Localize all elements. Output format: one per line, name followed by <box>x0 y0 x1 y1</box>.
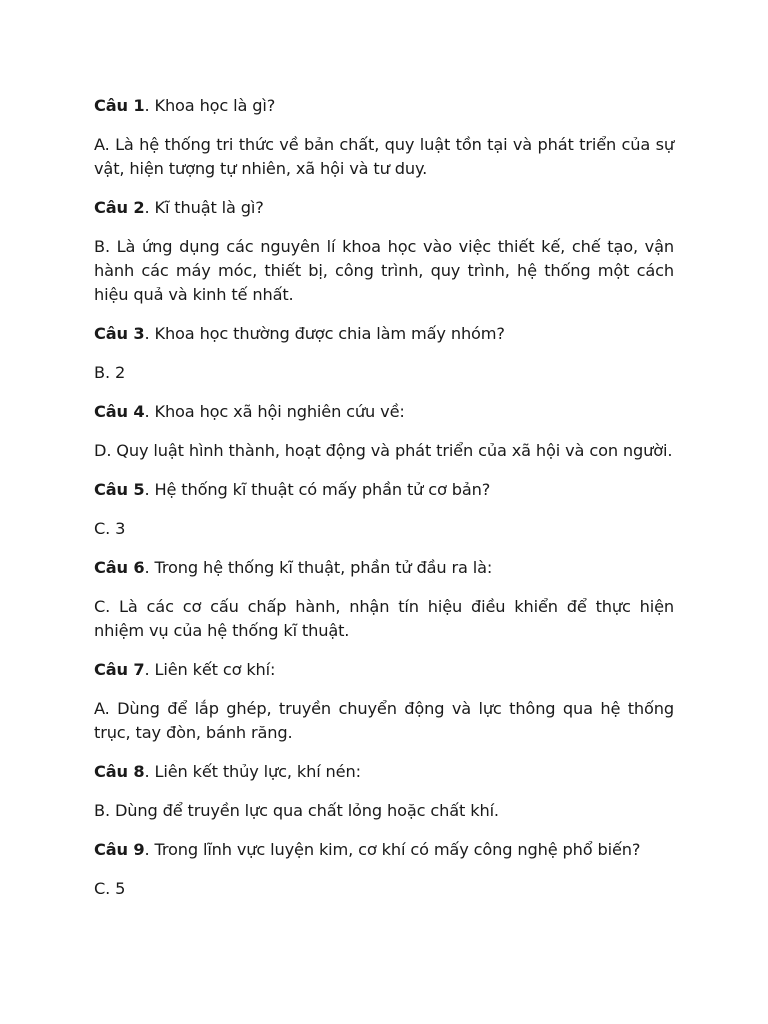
question-label: Câu 7 <box>94 660 145 679</box>
question-block-6 <box>94 556 674 643</box>
question-text: . Khoa học xã hội nghiên cứu về: <box>144 402 405 421</box>
question-block-8 <box>94 760 674 823</box>
answer-5: C. 3 <box>94 519 126 538</box>
question-block-7 <box>94 658 674 745</box>
question-block-1 <box>94 94 674 181</box>
question-text: . Hệ thống kĩ thuật có mấy phần tử cơ bản? <box>144 480 491 499</box>
question-block-3 <box>94 322 674 385</box>
answer-1: A. Là hệ thống tri thức về bản chất, quy luật tồn tại và phát triển của sự vật, hiện tượng tự nhiên, xã hội và tư duy. <box>94 135 674 178</box>
question-3 <box>94 322 674 346</box>
answer-6: C. Là các cơ cấu chấp hành, nhận tín hiệu điều khiển để thực hiện nhiệm vụ của hệ thống kĩ thuật. <box>94 597 674 640</box>
question-label: Câu 6 <box>94 558 145 577</box>
question-2 <box>94 196 674 220</box>
question-label: Câu 4 <box>94 402 145 421</box>
question-label: Câu 3 <box>94 324 145 343</box>
question-text: . Kĩ thuật là gì? <box>144 198 264 217</box>
answer-2: B. Là ứng dụng các nguyên lí khoa học vào việc thiết kế, chế tạo, vận hành các máy móc, thiết bị, công trình, quy trình, hệ thống một cách hiệu quả và kinh tế nhất. <box>94 237 674 304</box>
question-text: . Liên kết thủy lực, khí nén: <box>144 762 361 781</box>
question-label: Câu 8 <box>94 762 145 781</box>
question-block-9 <box>94 838 674 901</box>
answer-9: C. 5 <box>94 879 126 898</box>
question-text: . Trong hệ thống kĩ thuật, phần tử đầu ra là: <box>144 558 493 577</box>
question-block-2 <box>94 196 674 307</box>
question-label: Câu 2 <box>94 198 145 217</box>
question-1 <box>94 94 674 118</box>
question-text: . Liên kết cơ khí: <box>144 660 276 679</box>
question-7 <box>94 658 674 682</box>
answer-3: B. 2 <box>94 363 126 382</box>
question-4 <box>94 400 674 424</box>
answer-4: D. Quy luật hình thành, hoạt động và phát triển của xã hội và con người. <box>94 441 673 460</box>
question-label: Câu 1 <box>94 96 145 115</box>
question-block-5 <box>94 478 674 541</box>
question-8 <box>94 760 674 784</box>
answer-7: A. Dùng để lắp ghép, truyền chuyển động và lực thông qua hệ thống trục, tay đòn, bánh răng. <box>94 699 674 742</box>
answer-8: B. Dùng để truyền lực qua chất lỏng hoặc chất khí. <box>94 801 499 820</box>
question-text: . Trong lĩnh vực luyện kim, cơ khí có mấy công nghệ phổ biến? <box>144 840 641 859</box>
question-text: . Khoa học là gì? <box>144 96 276 115</box>
question-text: . Khoa học thường được chia làm mấy nhóm? <box>144 324 505 343</box>
question-9 <box>94 838 674 862</box>
question-5 <box>94 478 674 502</box>
question-block-4 <box>94 400 674 463</box>
question-label: Câu 9 <box>94 840 145 859</box>
question-6 <box>94 556 674 580</box>
question-label: Câu 5 <box>94 480 145 499</box>
